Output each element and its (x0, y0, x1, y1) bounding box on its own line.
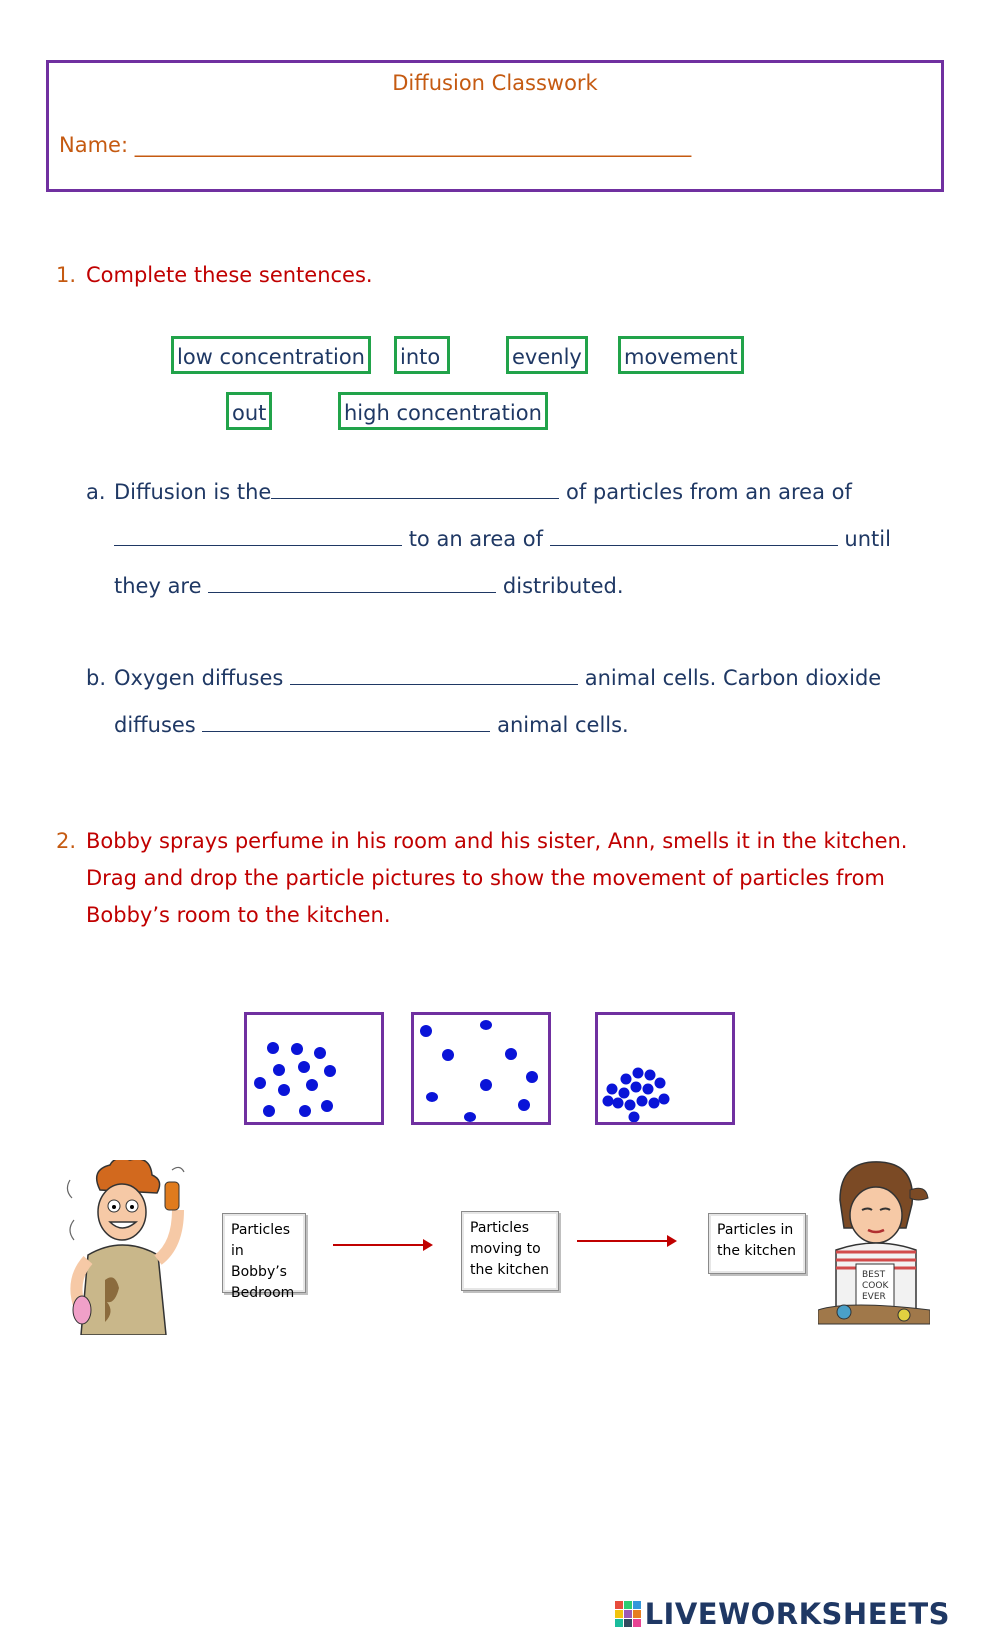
blank-a-1[interactable] (271, 480, 559, 499)
sentence-b-text-3: diffuses (114, 713, 196, 737)
flow-box-bedroom-line-1: Particles (231, 1222, 291, 1238)
arrow-right-icon (577, 1240, 675, 1242)
bobby-illustration (60, 1160, 190, 1335)
blank-a-2[interactable] (114, 527, 402, 546)
sentence-a-text-5: they are (114, 574, 202, 598)
sentence-b-text-2: animal cells. Carbon dioxide (584, 666, 882, 690)
sentence-b-label: b. (86, 666, 107, 690)
blank-b-2[interactable] (202, 713, 490, 732)
particle-box-spread[interactable] (244, 1012, 384, 1125)
apron-text-1: BEST (862, 1270, 886, 1280)
flow-box-kitchen-line-1: Particles in (717, 1222, 794, 1238)
question-2-line-3: Bobby’s room to the kitchen. (86, 903, 391, 927)
sentence-a-line-3 (114, 574, 624, 598)
question-2-line-2: Drag and drop the particle pictures to show the movement of particles from (86, 866, 885, 890)
flow-box-bedroom[interactable] (222, 1213, 306, 1301)
particles-clustered (598, 1015, 732, 1122)
liveworksheets-brand (615, 1597, 950, 1631)
name-field[interactable]: Name: _____________________________________________________ (59, 133, 692, 157)
blank-a-3[interactable] (550, 527, 838, 546)
arrow-right-icon (333, 1244, 431, 1246)
sentence-a-line-1 (114, 480, 852, 504)
sentence-a-label: a. (86, 480, 106, 504)
header-box (46, 60, 944, 192)
blank-a-4[interactable] (208, 574, 496, 593)
flow-box-kitchen-line-2: the kitchen (717, 1243, 796, 1259)
apron-text-3: EVER (862, 1292, 886, 1302)
particle-box-clustered[interactable] (595, 1012, 735, 1125)
word-into[interactable]: into (394, 336, 450, 374)
flow-box-kitchen[interactable] (708, 1213, 806, 1274)
particle-box-moving[interactable] (411, 1012, 551, 1125)
sentence-a-text-2: of particles from an area of (566, 480, 852, 504)
question-1-text: Complete these sentences. (86, 263, 373, 287)
question-2-line-1: Bobby sprays perfume in his room and his sister, Ann, smells it in the kitchen. (86, 829, 908, 853)
word-movement[interactable]: movement (618, 336, 744, 374)
sentence-a-text-3: to an area of (408, 527, 544, 551)
word-high-concentration[interactable]: high concentration (338, 392, 548, 430)
word-low-concentration[interactable]: low concentration (171, 336, 371, 374)
sentence-a-text-1: Diffusion is the (114, 480, 272, 504)
ann-illustration (818, 1160, 930, 1325)
particles-spread (247, 1015, 381, 1122)
sentence-b-line-2 (114, 713, 629, 737)
sentence-b-line-1 (114, 666, 881, 690)
sentence-a-text-6: distributed. (502, 574, 624, 598)
flow-box-moving-line-3: the kitchen (470, 1262, 549, 1278)
sentence-b-text-1: Oxygen diffuses (114, 666, 284, 690)
flow-box-moving-line-1: Particles (470, 1220, 530, 1236)
flow-box-bedroom-line-3: Bedroom (231, 1285, 295, 1301)
flow-box-bedroom-line-2: in Bobby’s (231, 1243, 287, 1280)
question-2-text (86, 823, 907, 934)
particles-moving (414, 1015, 548, 1122)
word-evenly[interactable]: evenly (506, 336, 588, 374)
sentence-a-text-4: until (844, 527, 891, 551)
worksheet-title: Diffusion Classwork (392, 71, 598, 95)
flow-box-moving[interactable] (461, 1211, 559, 1291)
liveworksheets-logo-icon (615, 1601, 641, 1627)
apron-text-2: COOK (862, 1281, 889, 1291)
brand-text: LIVEWORKSHEETS (644, 1597, 950, 1631)
question-2-number: 2. (56, 829, 77, 853)
word-out[interactable]: out (226, 392, 272, 430)
blank-b-1[interactable] (290, 666, 578, 685)
question-1-number: 1. (56, 263, 77, 287)
flow-box-moving-line-2: moving to (470, 1241, 541, 1257)
sentence-a-line-2 (114, 527, 891, 551)
sentence-b-text-4: animal cells. (497, 713, 629, 737)
